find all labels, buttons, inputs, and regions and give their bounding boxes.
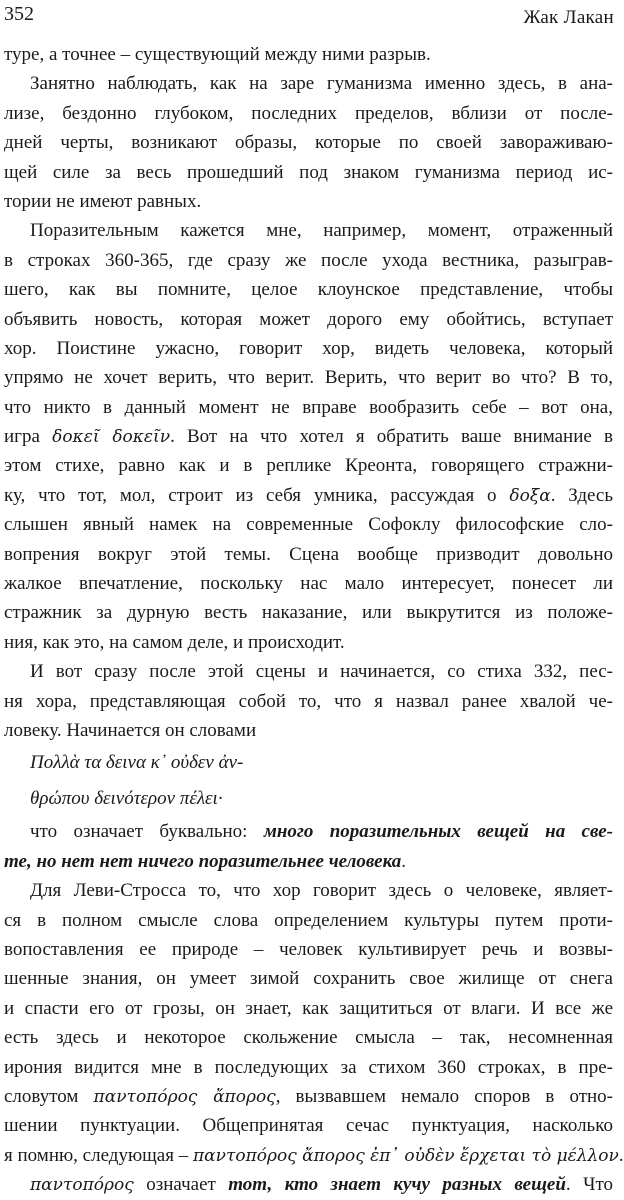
- text-line: [4, 1082, 613, 1111]
- text-line: [4, 69, 613, 98]
- greek-phrase: παντοπόρος ἄπορος ἐπ᾽ οὐδὲν ἔρχεται τὸ μέλλον: [192, 1145, 619, 1166]
- text-segment: туре, а точнее – существующий между ними разрыв.: [4, 44, 431, 65]
- text-segment: хор. Поистине ужасно, говорит хор, видеть человека, который: [4, 337, 613, 359]
- text-line: [4, 540, 613, 569]
- text-segment: . Вот на что хотел я обратить ваше внимание в: [170, 426, 613, 448]
- text-segment: ся в полном смысле слова определением культуры путем проти-: [4, 909, 613, 931]
- text-segment: что никто в данный момент не вправе вообразить себе – вот она,: [4, 396, 613, 418]
- text-line: [4, 422, 613, 451]
- text-segment: в строках 360-365, где сразу же после ухода вестника, разыграв-: [4, 249, 613, 271]
- text-line: [4, 363, 613, 392]
- text-line: [4, 817, 613, 846]
- text-line: [4, 964, 613, 993]
- text-segment: стражник за дурную весть наказание, или выкрутится из положе-: [4, 602, 613, 624]
- text-segment: . Что: [565, 1174, 614, 1196]
- text-segment: вопрения вокруг этой темы. Сцена вообще призводит довольно: [4, 543, 613, 565]
- text-segment: слышен явный намек на современные Софоклу философские сло-: [4, 514, 613, 536]
- greek-phrase: παντοπόρος: [30, 1175, 134, 1196]
- emphasized-phrase: те, но нет нет ничего поразительнее человека: [4, 850, 402, 872]
- text-segment: и спасти его от грозы, он знает, как защититься от влаги. И все же: [4, 997, 613, 1019]
- text-segment: ня хора, представляющая собой то, что я назвал ранее хвалой че-: [4, 690, 613, 712]
- text-segment: словутом: [4, 1085, 94, 1107]
- greek-phrase: δοκεῖ δοκεῖν: [52, 427, 171, 448]
- text-line: [4, 451, 613, 480]
- text-segment: вопоставления ее природе – человек культивирует речь и возвы-: [4, 938, 613, 960]
- text-segment: упрямо не хочет верить, что верит. Верить, что верит во что? В то,: [4, 367, 613, 389]
- text-line: [4, 657, 613, 686]
- text-segment: я помню, следующая –: [4, 1144, 193, 1166]
- text-segment: есть здесь и некоторое скольжение смысла – так, несомненная: [4, 1027, 613, 1049]
- text-segment: ния, как это, на самом деле, и происходит.: [4, 631, 345, 653]
- text-line: [4, 1111, 613, 1140]
- text-line: [4, 510, 613, 539]
- text-line: [4, 216, 613, 245]
- text-line: [4, 687, 613, 716]
- text-segment: Для Леви-Стросса то, что хор говорит здесь о человеке, являет-: [30, 880, 613, 902]
- text-line: [4, 1170, 613, 1199]
- text-segment: шего, как вы помните, целое клоунское представление, чтобы: [4, 279, 613, 301]
- text-line: [4, 275, 613, 304]
- text-segment: .: [618, 1144, 624, 1166]
- text-segment: ирония видится мне в последующих за стихом 360 строках, в пре-: [4, 1056, 613, 1078]
- text-line: [4, 906, 613, 935]
- text-line: [4, 569, 613, 598]
- text-line: [4, 847, 613, 876]
- text-segment: что означает буквально:: [30, 821, 264, 843]
- text-line: [4, 305, 613, 334]
- text-segment: Πολλὰ τα δεινα κ᾽ οὐδεν ἀν-: [30, 752, 244, 774]
- text-line: [4, 876, 613, 905]
- text-segment: ловеку. Начинается он словами: [4, 719, 257, 741]
- greek-phrase: παντοπόρος ἄπορος: [93, 1086, 276, 1107]
- text-line: [4, 40, 613, 69]
- text-segment: щей силе за весь прошедший под знаком гуманизма период ис-: [4, 161, 613, 183]
- text-segment: лизе, бездонно глубоком, последних пределов, вблизи от после-: [4, 102, 613, 124]
- text-line: [4, 128, 613, 157]
- text-line: [4, 598, 613, 627]
- text-segment: . Здесь: [550, 484, 614, 506]
- text-line: [4, 187, 613, 216]
- text-line: [4, 481, 613, 510]
- text-line: [4, 1053, 613, 1082]
- text-line: [4, 628, 613, 657]
- text-line: [4, 994, 613, 1023]
- text-line: [4, 393, 613, 422]
- greek-verse-line: [4, 745, 613, 781]
- greek-phrase: δοξα: [509, 485, 551, 506]
- text-segment: шении пунктуации. Общепринятая сечас пунктуация, насколько: [4, 1115, 613, 1137]
- text-segment: .: [401, 850, 406, 872]
- text-line: [4, 158, 613, 187]
- text-segment: И вот сразу после этой сцены и начинается, со стиха 332, пес-: [30, 661, 613, 683]
- text-line: [4, 1141, 624, 1170]
- greek-verse-line: [4, 781, 613, 817]
- text-line: [4, 99, 613, 128]
- body-text: [4, 40, 624, 1199]
- text-segment: этом стихе, равно как и в реплике Креонта, говорящего стражни-: [4, 455, 613, 477]
- text-segment: θρώπου δεινότερον πέλει·: [30, 788, 223, 810]
- page-number: 352: [4, 3, 34, 25]
- running-title: Жак Лакан: [523, 7, 614, 28]
- text-segment: шенные знания, он умеет зимой сохранить свое жилище от снега: [4, 968, 613, 990]
- text-line: [4, 334, 613, 363]
- emphasized-phrase: много поразительных вещей на све-: [263, 821, 613, 843]
- emphasized-phrase: тот, кто знает кучу разных вещей: [228, 1174, 566, 1196]
- text-segment: объявить новость, которая может дорого ему обойтись, вступает: [4, 308, 613, 330]
- text-segment: жалкое впечатление, поскольку нас мало интересует, понесет ли: [4, 573, 613, 595]
- text-line: [4, 246, 613, 275]
- text-line: [4, 1023, 613, 1052]
- page-header: [0, 0, 620, 34]
- text-segment: дней черты, возникают образы, которые по своей завораживаю-: [4, 132, 613, 154]
- text-segment: Поразительным кажется мне, например, момент, отраженный: [30, 220, 613, 242]
- text-segment: игра: [4, 426, 53, 448]
- text-line: [4, 716, 613, 745]
- text-segment: означает: [133, 1174, 229, 1196]
- text-segment: Занятно наблюдать, как на заре гуманизма именно здесь, в ана-: [30, 73, 613, 95]
- text-segment: ку, что тот, мол, строит из себя умника, рассуждая о: [4, 484, 510, 506]
- text-segment: тории не имеют равных.: [4, 190, 202, 212]
- text-line: [4, 935, 613, 964]
- text-segment: , вызвавшем немало споров в отно-: [275, 1085, 614, 1107]
